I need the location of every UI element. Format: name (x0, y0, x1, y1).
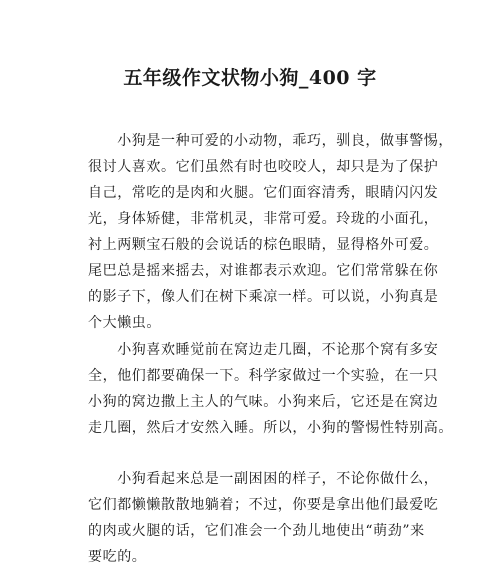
text-line: 的肉或火腿的话，它们准会一个劲儿地使出“萌劲”来 (88, 523, 425, 539)
paragraph-3 (88, 466, 439, 570)
text-line: 很讨人喜欢。它们虽然有时也咬咬人，却只是为了保护 (88, 159, 439, 175)
text-line: 尾巴总是摇来摇去，对谁都表示欢迎。它们常常躲在你 (88, 263, 439, 279)
text-line: 小狗喜欢睡觉前在窝边走几圈，不论那个窝有多安 (88, 342, 439, 358)
text-line: 自己，常吃的是肉和火腿。它们面容清秀，眼睛闪闪发 (88, 185, 439, 201)
text-line: 要吃的。 (88, 549, 147, 565)
document-title: 五年级作文状物小狗_400 字 (123, 67, 377, 89)
text-line: 个大懒虫。 (88, 315, 161, 331)
text-line: 小狗是一种可爱的小动物，乖巧，驯良，做事警惕， (88, 133, 453, 149)
text-line: 它们都懒懒散散地躺着；不过，你要是拿出他们最爱吃 (88, 497, 439, 513)
text-line: 小狗看起来总是一副困困的样子，不论你做什么， (88, 471, 439, 487)
paragraph-2 (88, 337, 453, 441)
text-line: 全，他们都要确保一下。科学家做过一个实验，在一只 (88, 368, 439, 384)
text-line: 小狗的窝边撒上主人的气味。小狗来后，它还是在窝边 (88, 394, 439, 410)
text-line: 的影子下，像人们在树下乘凉一样。可以说，小狗真是 (88, 289, 439, 305)
text-line: 走几圈，然后才安然入睡。所以，小狗的警惕性特别高。 (88, 420, 453, 436)
text-line: 衬上两颗宝石般的会说话的棕色眼睛，显得格外可爱。 (88, 237, 439, 253)
text-line: 光，身体矫健，非常机灵，非常可爱。玲珑的小面孔， (88, 211, 439, 227)
paragraph-1 (88, 128, 453, 336)
